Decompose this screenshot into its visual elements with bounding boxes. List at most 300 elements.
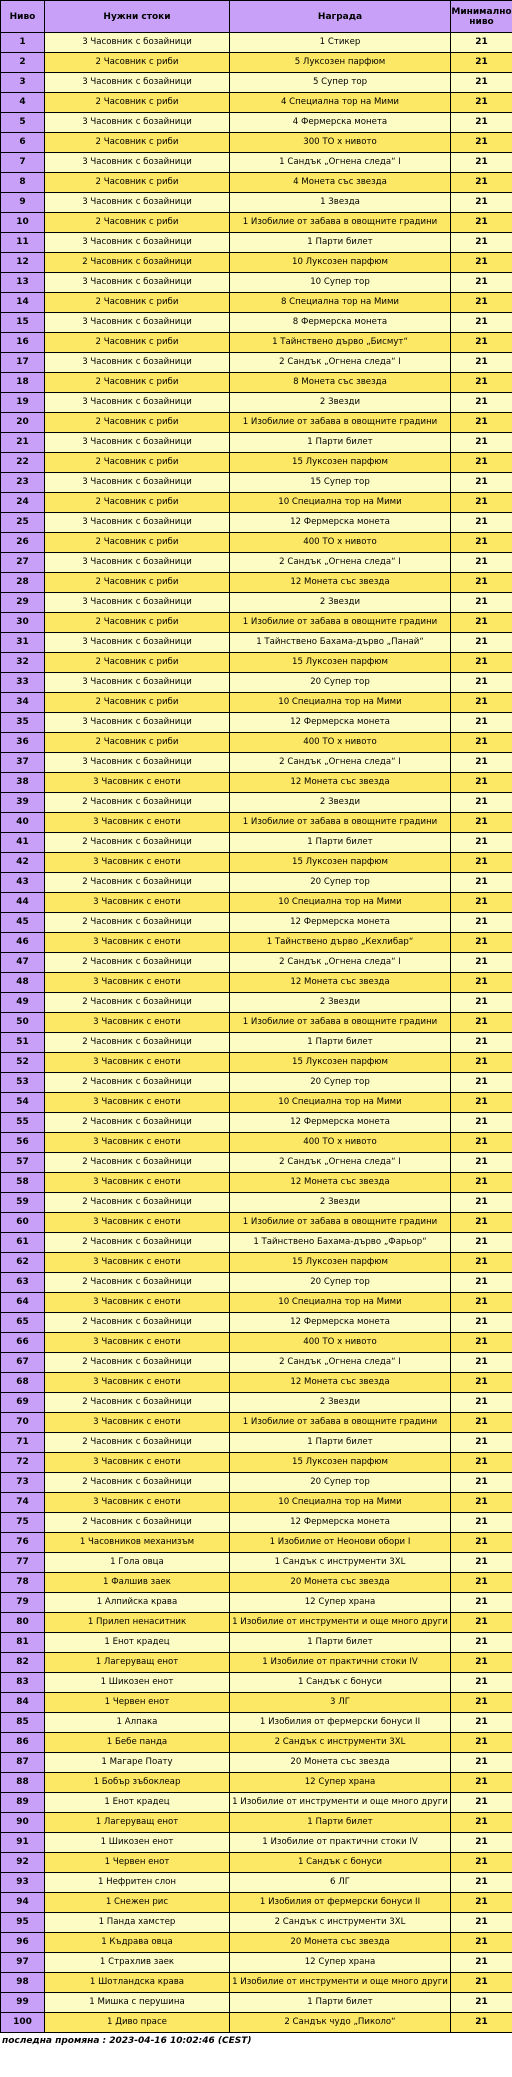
table-row <box>1 1093 512 1113</box>
table-row <box>1 1833 512 1853</box>
cell-goods: 2 Часовник с бозайници <box>45 993 230 1013</box>
cell-min-level: 21 <box>451 933 512 953</box>
cell-min-level: 21 <box>451 1993 512 2013</box>
cell-level: 35 <box>1 713 45 733</box>
table-row <box>1 1613 512 1633</box>
cell-level: 37 <box>1 753 45 773</box>
cell-reward: 2 Звезди <box>230 393 451 413</box>
cell-reward: 1 Изобилие от практични стоки IV <box>230 1653 451 1673</box>
cell-reward: 2 Сандък „Огнена следа“ I <box>230 1153 451 1173</box>
cell-goods: 1 Къдрава овца <box>45 1933 230 1953</box>
cell-goods: 1 Бебе панда <box>45 1733 230 1753</box>
cell-min-level: 21 <box>451 1833 512 1853</box>
cell-goods: 3 Часовник с бозайници <box>45 473 230 493</box>
cell-goods: 2 Часовник с риби <box>45 333 230 353</box>
cell-min-level: 21 <box>451 1973 512 1993</box>
cell-goods: 1 Шикозен енот <box>45 1673 230 1693</box>
table-row <box>1 1773 512 1793</box>
cell-level: 25 <box>1 513 45 533</box>
cell-level: 18 <box>1 373 45 393</box>
table-row <box>1 1373 512 1393</box>
cell-level: 1 <box>1 33 45 53</box>
cell-reward: 15 Луксозен парфюм <box>230 1453 451 1473</box>
table-row <box>1 613 512 633</box>
cell-min-level: 21 <box>451 1593 512 1613</box>
table-row <box>1 1673 512 1693</box>
cell-level: 92 <box>1 1853 45 1873</box>
cell-reward: 12 Супер храна <box>230 1953 451 1973</box>
cell-level: 3 <box>1 73 45 93</box>
table-row <box>1 1313 512 1333</box>
cell-reward: 1 Сандък „Огнена следа“ I <box>230 153 451 173</box>
cell-level: 87 <box>1 1753 45 1773</box>
cell-min-level: 21 <box>451 1693 512 1713</box>
cell-reward: 3 ЛГ <box>230 1693 451 1713</box>
cell-reward: 20 Монета със звезда <box>230 1753 451 1773</box>
cell-min-level: 21 <box>451 1353 512 1373</box>
cell-reward: 2 Сандък „Огнена следа“ I <box>230 353 451 373</box>
cell-level: 93 <box>1 1873 45 1893</box>
cell-goods: 1 Лагеруващ енот <box>45 1813 230 1833</box>
cell-min-level: 21 <box>451 313 512 333</box>
cell-goods: 1 Страхлив заек <box>45 1953 230 1973</box>
cell-min-level: 21 <box>451 773 512 793</box>
table-row <box>1 1053 512 1073</box>
cell-reward: 400 ТО х нивото <box>230 1333 451 1353</box>
cell-min-level: 21 <box>451 1913 512 1933</box>
cell-level: 14 <box>1 293 45 313</box>
cell-min-level: 21 <box>451 413 512 433</box>
cell-min-level: 21 <box>451 673 512 693</box>
table-row <box>1 1073 512 1093</box>
table-row <box>1 1233 512 1253</box>
cell-goods: 2 Часовник с бозайници <box>45 873 230 893</box>
cell-goods: 3 Часовник с бозайници <box>45 673 230 693</box>
cell-reward: 1 Парти билет <box>230 1433 451 1453</box>
cell-goods: 1 Алпийска крава <box>45 1593 230 1613</box>
cell-reward: 12 Фермерска монета <box>230 913 451 933</box>
cell-goods: 1 Фалшив заек <box>45 1573 230 1593</box>
table-row <box>1 793 512 813</box>
cell-level: 7 <box>1 153 45 173</box>
table-row <box>1 1893 512 1913</box>
cell-min-level: 21 <box>451 133 512 153</box>
cell-reward: 10 Супер тор <box>230 273 451 293</box>
table-row <box>1 293 512 313</box>
cell-reward: 12 Фермерска монета <box>230 1313 451 1333</box>
cell-min-level: 21 <box>451 493 512 513</box>
cell-level: 2 <box>1 53 45 73</box>
cell-level: 15 <box>1 313 45 333</box>
cell-min-level: 21 <box>451 633 512 653</box>
table-row <box>1 1013 512 1033</box>
cell-level: 41 <box>1 833 45 853</box>
cell-min-level: 21 <box>451 973 512 993</box>
cell-min-level: 21 <box>451 1213 512 1233</box>
cell-min-level: 21 <box>451 753 512 773</box>
cell-goods: 3 Часовник с еноти <box>45 1293 230 1313</box>
cell-goods: 1 Магаре Поату <box>45 1753 230 1773</box>
cell-min-level: 21 <box>451 33 512 53</box>
cell-goods: 3 Часовник с бозайници <box>45 193 230 213</box>
cell-goods: 1 Шикозен енот <box>45 1833 230 1853</box>
table-row <box>1 553 512 573</box>
cell-reward: 12 Монета със звезда <box>230 773 451 793</box>
table-row <box>1 113 512 133</box>
cell-level: 57 <box>1 1153 45 1173</box>
cell-reward: 4 Фермерска монета <box>230 113 451 133</box>
cell-min-level: 21 <box>451 573 512 593</box>
cell-reward: 12 Фермерска монета <box>230 513 451 533</box>
cell-min-level: 21 <box>451 1273 512 1293</box>
cell-min-level: 21 <box>451 1653 512 1673</box>
table-row <box>1 1413 512 1433</box>
cell-reward: 1 Изобилие от инструменти и още много други <box>230 1973 451 1993</box>
cell-level: 63 <box>1 1273 45 1293</box>
cell-level: 68 <box>1 1373 45 1393</box>
cell-level: 72 <box>1 1453 45 1473</box>
table-row <box>1 373 512 393</box>
cell-level: 97 <box>1 1953 45 1973</box>
cell-goods: 2 Часовник с риби <box>45 733 230 753</box>
cell-min-level: 21 <box>451 813 512 833</box>
cell-reward: 1 Парти билет <box>230 1633 451 1653</box>
table-row <box>1 213 512 233</box>
cell-min-level: 21 <box>451 1753 512 1773</box>
cell-goods: 3 Часовник с бозайници <box>45 513 230 533</box>
cell-goods: 2 Часовник с риби <box>45 373 230 393</box>
cell-reward: 2 Сандък „Огнена следа“ I <box>230 953 451 973</box>
cell-goods: 2 Часовник с бозайници <box>45 1233 230 1253</box>
cell-reward: 12 Фермерска монета <box>230 1113 451 1133</box>
cell-min-level: 21 <box>451 1233 512 1253</box>
cell-reward: 1 Изобилие от Неонови обори I <box>230 1533 451 1553</box>
cell-level: 16 <box>1 333 45 353</box>
table-row <box>1 1593 512 1613</box>
cell-level: 11 <box>1 233 45 253</box>
cell-goods: 3 Часовник с бозайници <box>45 33 230 53</box>
cell-goods: 3 Часовник с еноти <box>45 773 230 793</box>
cell-level: 82 <box>1 1653 45 1673</box>
cell-goods: 3 Часовник с бозайници <box>45 273 230 293</box>
cell-level: 32 <box>1 653 45 673</box>
cell-reward: 1 Изобилия от фермерски бонуси II <box>230 1893 451 1913</box>
cell-reward: 300 ТО х нивото <box>230 133 451 153</box>
cell-goods: 2 Часовник с риби <box>45 293 230 313</box>
table-row <box>1 1353 512 1373</box>
cell-reward: 20 Супер тор <box>230 873 451 893</box>
cell-reward: 400 ТО х нивото <box>230 733 451 753</box>
cell-min-level: 21 <box>451 853 512 873</box>
cell-level: 39 <box>1 793 45 813</box>
table-row <box>1 1393 512 1413</box>
cell-goods: 3 Часовник с еноти <box>45 973 230 993</box>
table-row <box>1 1733 512 1753</box>
cell-goods: 1 Нефритен слон <box>45 1873 230 1893</box>
cell-level: 60 <box>1 1213 45 1233</box>
cell-min-level: 21 <box>451 1413 512 1433</box>
cell-reward: 2 Сандък „Огнена следа“ I <box>230 553 451 573</box>
cell-reward: 1 Сандък с бонуси <box>230 1673 451 1693</box>
table-row <box>1 733 512 753</box>
cell-reward: 2 Звезди <box>230 1393 451 1413</box>
cell-level: 61 <box>1 1233 45 1253</box>
cell-reward: 10 Специална тор на Мими <box>230 493 451 513</box>
cell-min-level: 21 <box>451 1293 512 1313</box>
cell-goods: 3 Часовник с еноти <box>45 1013 230 1033</box>
cell-min-level: 21 <box>451 1793 512 1813</box>
cell-level: 66 <box>1 1333 45 1353</box>
cell-goods: 3 Часовник с еноти <box>45 1413 230 1433</box>
cell-level: 53 <box>1 1073 45 1093</box>
cell-level: 38 <box>1 773 45 793</box>
cell-level: 70 <box>1 1413 45 1433</box>
cell-min-level: 21 <box>451 233 512 253</box>
cell-reward: 400 ТО х нивото <box>230 533 451 553</box>
table-row <box>1 653 512 673</box>
table-row <box>1 1813 512 1833</box>
cell-level: 95 <box>1 1913 45 1933</box>
cell-reward: 8 Специална тор на Мими <box>230 293 451 313</box>
table-row <box>1 1213 512 1233</box>
cell-level: 43 <box>1 873 45 893</box>
cell-goods: 1 Гола овца <box>45 1553 230 1573</box>
cell-min-level: 21 <box>451 453 512 473</box>
cell-min-level: 21 <box>451 1673 512 1693</box>
cell-level: 23 <box>1 473 45 493</box>
cell-reward: 12 Монета със звезда <box>230 1173 451 1193</box>
cell-min-level: 21 <box>451 733 512 753</box>
table-row <box>1 433 512 453</box>
cell-reward: 2 Звезди <box>230 1193 451 1213</box>
cell-reward: 2 Сандък „Огнена следа“ I <box>230 753 451 773</box>
header-goods: Нужни стоки <box>45 1 230 33</box>
cell-goods: 2 Часовник с бозайници <box>45 1113 230 1133</box>
cell-reward: 1 Звезда <box>230 193 451 213</box>
cell-min-level: 21 <box>451 333 512 353</box>
cell-goods: 2 Часовник с риби <box>45 173 230 193</box>
cell-level: 5 <box>1 113 45 133</box>
table-row <box>1 773 512 793</box>
table-row <box>1 253 512 273</box>
cell-min-level: 21 <box>451 833 512 853</box>
cell-reward: 10 Специална тор на Мими <box>230 1293 451 1313</box>
cell-reward: 1 Парти билет <box>230 1993 451 2013</box>
cell-reward: 1 Парти билет <box>230 833 451 853</box>
cell-level: 4 <box>1 93 45 113</box>
cell-goods: 1 Прилеп ненаситник <box>45 1613 230 1633</box>
cell-reward: 1 Парти билет <box>230 233 451 253</box>
cell-level: 79 <box>1 1593 45 1613</box>
cell-level: 19 <box>1 393 45 413</box>
cell-reward: 1 Парти билет <box>230 433 451 453</box>
table-row <box>1 1913 512 1933</box>
table-row <box>1 993 512 1013</box>
cell-min-level: 21 <box>451 1073 512 1093</box>
cell-min-level: 21 <box>451 1613 512 1633</box>
cell-level: 9 <box>1 193 45 213</box>
cell-level: 29 <box>1 593 45 613</box>
cell-goods: 3 Часовник с бозайници <box>45 233 230 253</box>
table-row <box>1 1713 512 1733</box>
table-row <box>1 813 512 833</box>
table-row <box>1 1793 512 1813</box>
cell-reward: 1 Тайнствено дърво „Кехлибар“ <box>230 933 451 953</box>
cell-level: 98 <box>1 1973 45 1993</box>
cell-min-level: 21 <box>451 373 512 393</box>
table-row <box>1 973 512 993</box>
table-row <box>1 273 512 293</box>
cell-goods: 3 Часовник с бозайници <box>45 433 230 453</box>
cell-goods: 3 Часовник с бозайници <box>45 353 230 373</box>
cell-level: 22 <box>1 453 45 473</box>
cell-level: 55 <box>1 1113 45 1133</box>
cell-min-level: 21 <box>451 513 512 533</box>
cell-reward: 12 Монета със звезда <box>230 1373 451 1393</box>
cell-goods: 2 Часовник с бозайници <box>45 253 230 273</box>
cell-level: 85 <box>1 1713 45 1733</box>
cell-level: 58 <box>1 1173 45 1193</box>
cell-min-level: 21 <box>451 1633 512 1653</box>
cell-reward: 1 Тайнствено Бахама-дърво „Панай“ <box>230 633 451 653</box>
table-row <box>1 53 512 73</box>
cell-min-level: 21 <box>451 293 512 313</box>
cell-goods: 3 Часовник с бозайници <box>45 593 230 613</box>
cell-reward: 10 Специална тор на Мими <box>230 1493 451 1513</box>
cell-goods: 3 Часовник с еноти <box>45 1053 230 1073</box>
table-row <box>1 193 512 213</box>
cell-goods: 3 Часовник с еноти <box>45 1373 230 1393</box>
header-row <box>1 1 512 33</box>
table-row <box>1 1153 512 1173</box>
cell-level: 45 <box>1 913 45 933</box>
cell-min-level: 21 <box>451 613 512 633</box>
cell-goods: 2 Часовник с бозайници <box>45 1513 230 1533</box>
table-row <box>1 693 512 713</box>
cell-level: 69 <box>1 1393 45 1413</box>
cell-reward: 1 Парти билет <box>230 1033 451 1053</box>
cell-goods: 1 Часовников механизъм <box>45 1533 230 1553</box>
table-row <box>1 853 512 873</box>
cell-level: 42 <box>1 853 45 873</box>
cell-min-level: 21 <box>451 1033 512 1053</box>
cell-level: 33 <box>1 673 45 693</box>
cell-reward: 1 Стикер <box>230 33 451 53</box>
cell-goods: 2 Часовник с риби <box>45 133 230 153</box>
cell-min-level: 21 <box>451 893 512 913</box>
cell-min-level: 21 <box>451 653 512 673</box>
cell-min-level: 21 <box>451 913 512 933</box>
table-row <box>1 1633 512 1653</box>
cell-min-level: 21 <box>451 1773 512 1793</box>
cell-min-level: 21 <box>451 593 512 613</box>
cell-goods: 2 Часовник с бозайници <box>45 1433 230 1453</box>
cell-reward: 1 Изобилие от инструменти и още много други <box>230 1793 451 1813</box>
cell-min-level: 21 <box>451 1373 512 1393</box>
cell-min-level: 21 <box>451 533 512 553</box>
cell-reward: 12 Фермерска монета <box>230 713 451 733</box>
cell-min-level: 21 <box>451 1013 512 1033</box>
table-row <box>1 953 512 973</box>
table-row <box>1 533 512 553</box>
cell-goods: 3 Часовник с бозайници <box>45 633 230 653</box>
cell-goods: 3 Часовник с бозайници <box>45 153 230 173</box>
cell-level: 46 <box>1 933 45 953</box>
cell-reward: 1 Сандък с бонуси <box>230 1853 451 1873</box>
cell-goods: 3 Часовник с бозайници <box>45 713 230 733</box>
cell-level: 73 <box>1 1473 45 1493</box>
cell-goods: 2 Часовник с риби <box>45 413 230 433</box>
cell-reward: 1 Тайнствено Бахама-дърво „Фарьор“ <box>230 1233 451 1253</box>
cell-reward: 10 Специална тор на Мими <box>230 1093 451 1113</box>
cell-level: 88 <box>1 1773 45 1793</box>
cell-reward: 1 Изобилие от забава в овощните градини <box>230 813 451 833</box>
cell-min-level: 21 <box>451 713 512 733</box>
cell-level: 27 <box>1 553 45 573</box>
cell-reward: 2 Звезди <box>230 993 451 1013</box>
cell-goods: 2 Часовник с риби <box>45 653 230 673</box>
cell-goods: 3 Часовник с бозайници <box>45 73 230 93</box>
cell-goods: 3 Часовник с еноти <box>45 893 230 913</box>
cell-reward: 20 Супер тор <box>230 1073 451 1093</box>
table-row <box>1 1973 512 1993</box>
cell-level: 30 <box>1 613 45 633</box>
cell-min-level: 21 <box>451 73 512 93</box>
cell-reward: 15 Луксозен парфюм <box>230 853 451 873</box>
cell-level: 24 <box>1 493 45 513</box>
table-row <box>1 913 512 933</box>
cell-min-level: 21 <box>451 393 512 413</box>
cell-reward: 15 Луксозен парфюм <box>230 1053 451 1073</box>
cell-min-level: 21 <box>451 1933 512 1953</box>
table-row <box>1 893 512 913</box>
cell-level: 17 <box>1 353 45 373</box>
cell-min-level: 21 <box>451 1193 512 1213</box>
cell-level: 31 <box>1 633 45 653</box>
cell-goods: 3 Часовник с еноти <box>45 1493 230 1513</box>
cell-reward: 10 Специална тор на Мими <box>230 893 451 913</box>
cell-min-level: 21 <box>451 1453 512 1473</box>
cell-level: 65 <box>1 1313 45 1333</box>
cell-level: 86 <box>1 1733 45 1753</box>
cell-goods: 2 Часовник с бозайници <box>45 1393 230 1413</box>
table-row <box>1 1473 512 1493</box>
cell-min-level: 21 <box>451 1433 512 1453</box>
table-row <box>1 1873 512 1893</box>
cell-min-level: 21 <box>451 113 512 133</box>
cell-min-level: 21 <box>451 1533 512 1553</box>
cell-min-level: 21 <box>451 1333 512 1353</box>
cell-level: 71 <box>1 1433 45 1453</box>
cell-level: 83 <box>1 1673 45 1693</box>
table-row <box>1 933 512 953</box>
cell-goods: 2 Часовник с риби <box>45 93 230 113</box>
cell-goods: 1 Панда хамстер <box>45 1913 230 1933</box>
table-row <box>1 1853 512 1873</box>
cell-level: 90 <box>1 1813 45 1833</box>
table-row <box>1 1493 512 1513</box>
cell-min-level: 21 <box>451 1873 512 1893</box>
table-row <box>1 1173 512 1193</box>
cell-level: 75 <box>1 1513 45 1533</box>
cell-level: 54 <box>1 1093 45 1113</box>
cell-reward: 5 Супер тор <box>230 73 451 93</box>
cell-reward: 2 Звезди <box>230 793 451 813</box>
cell-level: 12 <box>1 253 45 273</box>
table-row <box>1 233 512 253</box>
cell-reward: 20 Монета със звезда <box>230 1573 451 1593</box>
table-row <box>1 1933 512 1953</box>
